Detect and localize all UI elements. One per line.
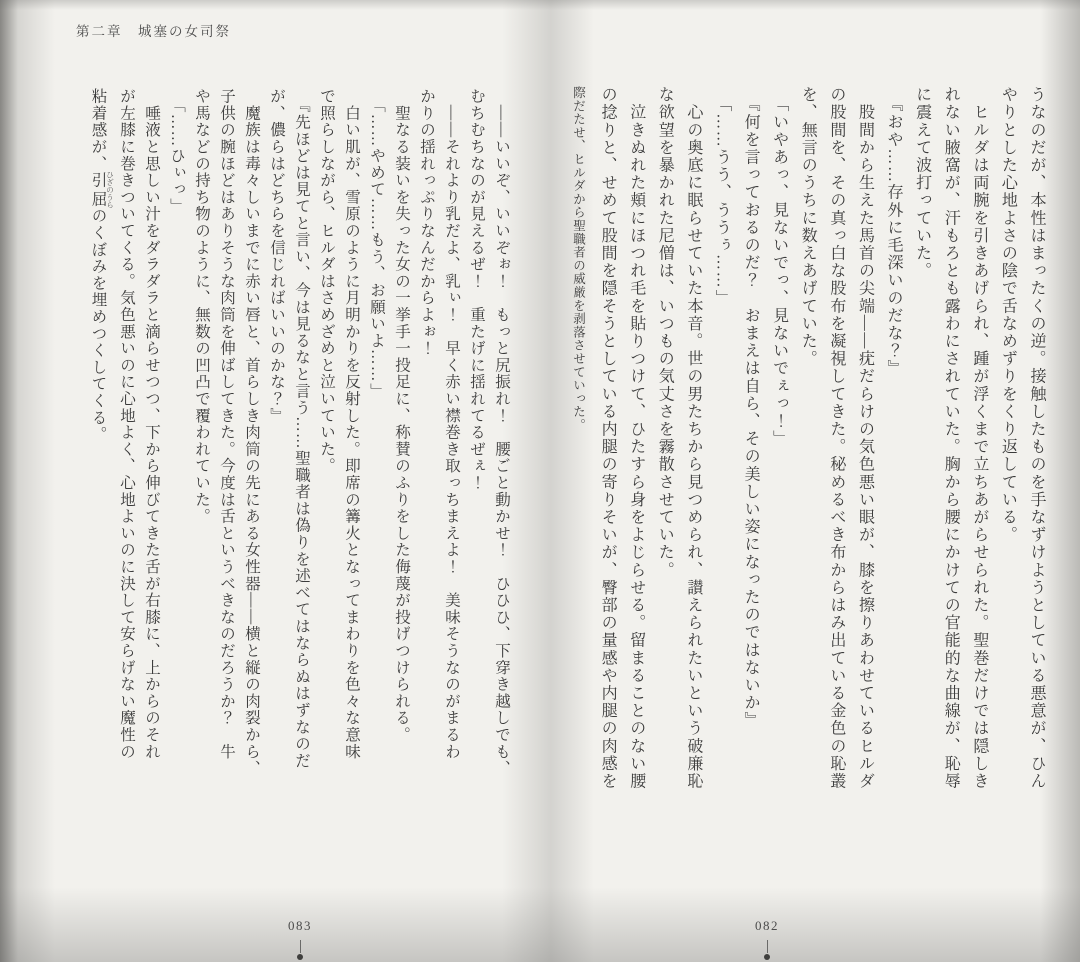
text-line: な欲望を暴かれた尼僧は、いつもの気丈さを霧散させていた。 [656, 86, 674, 579]
text-line: 「いやあっ、見ないでっ、見ないでぇっ！」 [770, 86, 788, 448]
text-line: 際だたせ、ヒルダから聖職者の威厳を剥落させていった。 [571, 86, 586, 432]
page-number-083: 083 [288, 918, 312, 933]
binding-pin-mark [300, 940, 301, 953]
text-line: 『おや……存外に毛深いのだな？』 [885, 86, 903, 378]
text-line: ――それより乳だよ、乳ぃ！ 早く赤い襟巻き取っちまえよ！ 美味そうなのがまるわ [443, 88, 460, 760]
text-line: 魔族は毒々しいまでに赤い唇と、首らしき肉筒の先にある女性器――横と縦の肉裂から、 [243, 88, 260, 777]
text-line: や馬などの持ち物のように、無数の凹凸で覆われていた。 [193, 88, 210, 525]
text-line: を、無言のうちに数えあげていた。 [799, 86, 817, 368]
text-line: が、儂らはどちらを信じればいいのかな？』 [268, 88, 285, 424]
text-line: むちむちなのが見えるぜ！ 重たげに揺れてるぜぇ！ [468, 88, 485, 492]
text-line: ヒルダは両腕を引きあげられ、踵が浮くまで立ちあがらせられた。聖巻だけでは隠しき [970, 86, 988, 790]
text-line: 粘着感が、引屈 ひざのうらのくぼみを埋めつくしてくる。 [89, 88, 115, 443]
text-line: ――いいぞ、いいぞぉ！ もっと尻振れ！ 腰ごと動かせ！ ひひひ、下穿き越しでも、 [493, 88, 510, 777]
chapter-running-header: 第二章 城塞の女司祭 [76, 24, 231, 39]
binding-dot-mark [297, 954, 303, 960]
text-line: 『先ほどは見てと言い、今は見るなと言う……聖職者は偽りを述べてはならぬはずなのだ [293, 88, 310, 770]
text-line: の捻りと、せめて股間を隠そうとしている内腿の寄りそいが、臀部の量感や内腿の肉感を [599, 86, 617, 790]
text-line: 「……やめて……もう、お願いよ……」 [368, 88, 385, 400]
text-line: 唾液と思しい汁をダラダラと滴らせつつ、下から伸びてきた舌が右膝に、上からのそれ [143, 88, 160, 760]
text-line: 「……ひぃっ」 [168, 88, 185, 215]
text-line: で照らしながら、ヒルダはさめざめと泣いていた。 [318, 88, 335, 475]
text-line: 「……うう、ううぅ……」 [713, 86, 731, 307]
text-line: うなのだが、本性はまったくの逆。接触したものを手なずけようとしている悪意が、ひん [1028, 86, 1045, 790]
text-line: 股間から生えた馬首の尖端――疣だらけの気色悪い眼が、膝を擦りあわせているヒルダ [856, 86, 874, 790]
text-line: の股間を、その真っ白な股布を凝視してきた。秘めるべき布からはみ出ている金色の恥叢 [827, 86, 845, 790]
text-line: かりの揺れっぷりなんだからよぉ！ [418, 88, 435, 357]
page-082-footer [737, 918, 797, 962]
page-083-footer [270, 918, 330, 962]
furigana-ruby: 引屈 ひざのうら [89, 171, 115, 209]
text-line: 『何を言っておるのだ？ おまえは自ら、その美しい姿になったのではないか』 [742, 86, 760, 730]
text-line: やりとした心地よさの陰で舌なめずりをくり返している。 [999, 86, 1017, 544]
page-082-text-body [563, 86, 1050, 814]
text-line: 白い肌が、雪原のように月明かりを反射した。即席の篝火となってまわりを色々な意味 [343, 88, 360, 760]
page-number-082: 082 [755, 918, 779, 933]
text-line: 聖なる装いを失った女の一挙手一投足に、称賛のふりをした侮蔑が投げつけられる。 [393, 88, 410, 744]
text-line: 心の奥底に眠らせていた本音。世の男たちから見つめられ、讃えられたいという破廉恥 [684, 86, 702, 790]
binding-pin-mark [767, 940, 768, 953]
text-line: が左膝に巻きついてくる。気色悪いのに心地よく、心地よいのに決して安らげない魔性の [118, 88, 135, 760]
text-line: 子供の腕ほどはありそうな肉筒を伸ばしてきた。今度は舌というべきなのだろうか？ 牛 [218, 88, 235, 760]
text-line: 泣きぬれた頬にほつれ毛を貼りつけて、ひたすら身をよじらせる。留まることのない腰 [627, 86, 645, 790]
text-line: れない腋窩が、汗もろとも露わにされていた。胸から腰にかけての官能的な曲線が、恥辱 [942, 86, 960, 790]
page-083-text-body [88, 88, 514, 814]
text-line: に震えて波打っていた。 [913, 86, 931, 280]
binding-dot-mark [764, 954, 770, 960]
